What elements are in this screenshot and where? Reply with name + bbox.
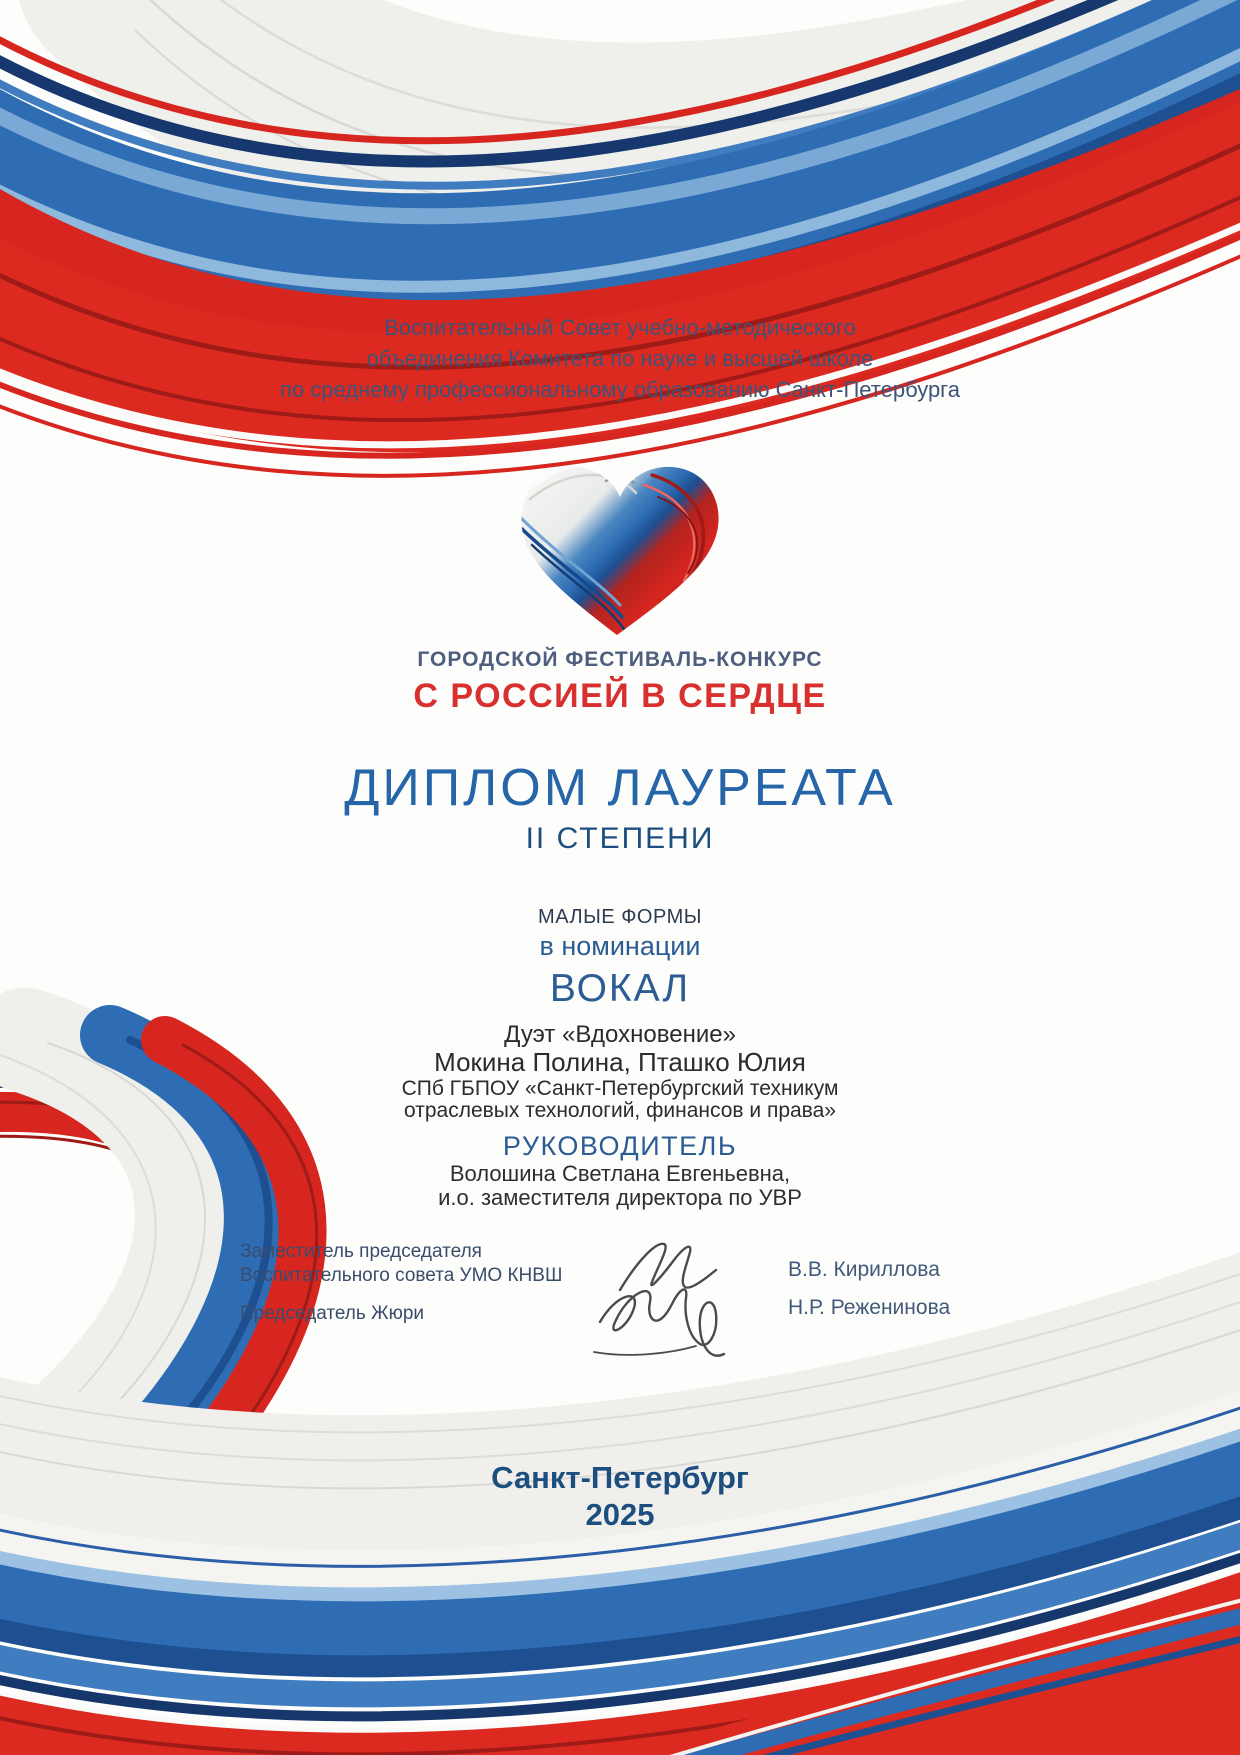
organizer-line-3: по среднему профессиональному образованию Санкт-Петербурга	[280, 377, 960, 402]
signature-scribble-rezheninova	[588, 1274, 758, 1369]
signatures-block	[240, 1240, 1020, 1380]
nomination-category: МАЛЫЕ ФОРМЫ	[538, 906, 702, 928]
heart-logo	[506, 441, 734, 650]
festival-type-label: ГОРОДСКОЙ ФЕСТИВАЛЬ-КОНКУРС	[417, 648, 823, 671]
recipient-group: Дуэт «Вдохновение»	[504, 1021, 736, 1048]
institution-line-2: отраслевых технологий, финансов и права»	[404, 1099, 836, 1122]
award-title: ДИПЛОМ ЛАУРЕАТА	[344, 759, 896, 817]
institution-line-1: СПб ГБПОУ «Санкт-Петербургский техникум	[401, 1077, 839, 1100]
award-degree: II СТЕПЕНИ	[525, 822, 715, 855]
tricolor-heart-icon	[506, 441, 734, 645]
supervisor-label: РУКОВОДИТЕЛЬ	[502, 1131, 738, 1161]
in-nomination-label: в номинации	[539, 931, 701, 961]
signature-name-2: Н.Р. Реженинова	[788, 1296, 951, 1319]
supervisor-name: Волошина Светлана Евгеньевна,	[449, 1161, 791, 1186]
festival-name: С РОССИЕЙ В СЕРДЦЕ	[413, 677, 827, 715]
organizer-text	[0, 312, 1240, 405]
footer-city: Санкт-Петербург	[491, 1460, 749, 1495]
nomination-value: ВОКАЛ	[549, 967, 691, 1010]
footer-year: 2025	[585, 1497, 655, 1532]
signature-role-1-line-1: Заместитель председателя	[240, 1241, 482, 1262]
signature-name-1: В.В. Кириллова	[788, 1258, 940, 1281]
organizer-line-2: объединения Комитета по науке и высшей школе	[366, 346, 874, 371]
organizer-line-1: Воспитательный Совет учебно-методического	[384, 315, 856, 340]
signature-role-2-line-1: Председатель Жюри	[240, 1303, 425, 1324]
signature-role-2	[240, 1302, 424, 1326]
supervisor-position: и.о. заместителя директора по УВР	[438, 1185, 802, 1210]
recipient-members: Мокина Полина, Пташко Юлия	[434, 1047, 806, 1077]
signature-role-1-line-2: Воспитательного совета УМО КНВШ	[240, 1265, 563, 1286]
corner-red-fill	[540, 1565, 1240, 1755]
signature-role-1	[240, 1240, 562, 1288]
